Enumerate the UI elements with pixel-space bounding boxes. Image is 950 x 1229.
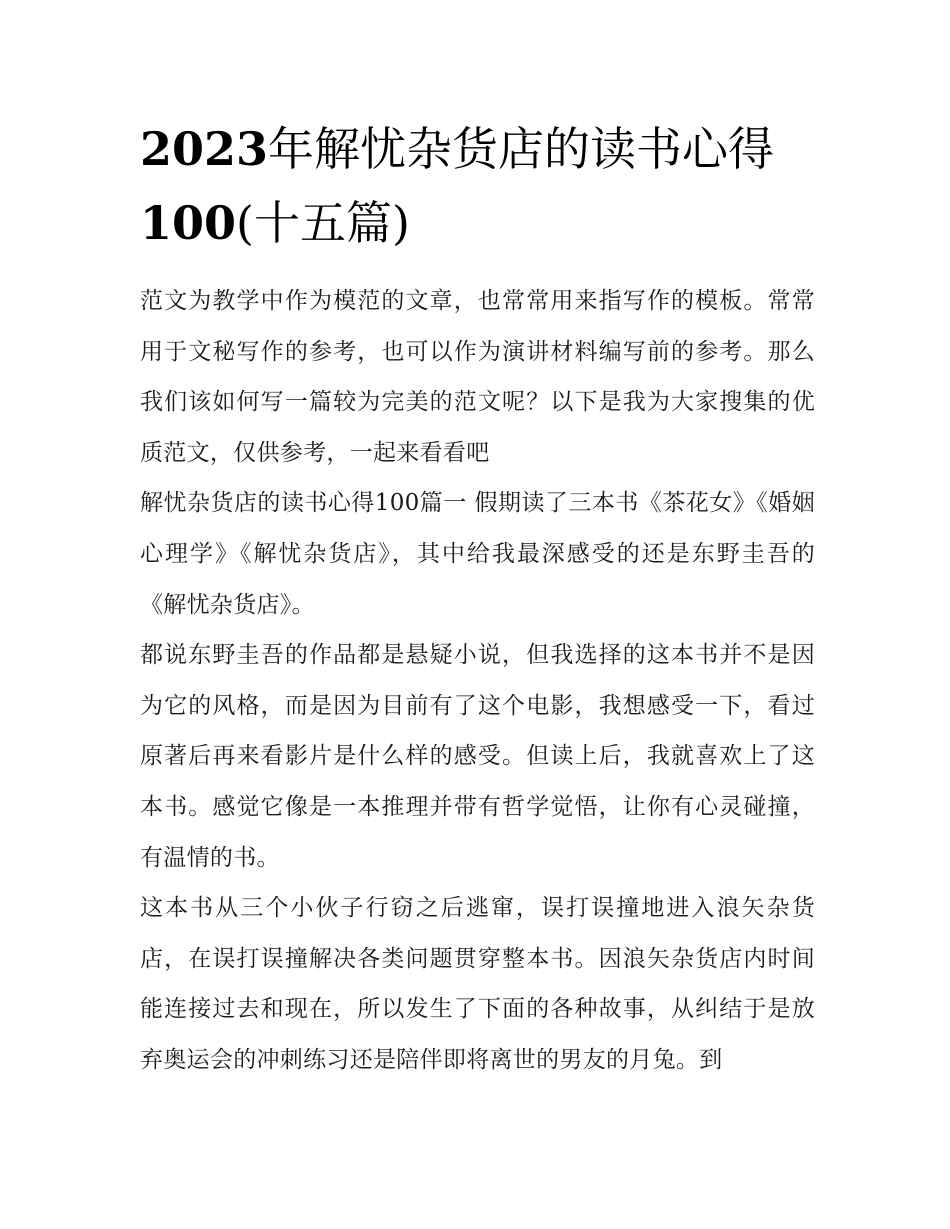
title-text-line1: 年解忧杂货店的读书心得 xyxy=(268,122,775,176)
title-year: 2023 xyxy=(140,122,269,176)
document-body xyxy=(140,276,815,1086)
paragraph-1: 解忧杂货店的读书心得100篇一 假期读了三本书《茶花女》《婚姻心理学》《解忧杂货店》，其中给我最深感受的还是东野圭吾的《解忧杂货店》。 xyxy=(140,490,815,618)
title-number: 100 xyxy=(140,196,237,250)
document-title xyxy=(140,112,820,260)
paragraph-intro: 范文为教学中作为模范的文章，也常常用来指写作的模板。常常用于文秘写作的参考，也可以作为演讲材料编写前的参考。那么我们该如何写一篇较为完美的范文呢？以下是我为大家搜集的优质范文，仅供参考，一起来看看吧 xyxy=(140,288,815,466)
title-text-line2: (十五篇) xyxy=(236,196,410,250)
paragraph-3: 这本书从三个小伙子行窃之后逃窜，误打误撞地进入浪矢杂货店，在误打误撞解决各类问题贯穿整本书。因浪矢杂货店内时间能连接过去和现在，所以发生了下面的各种故事，从纠结于是放弃奥运会的冲刺练习还是陪伴即将离世的男友的月兔。到 xyxy=(140,895,815,1073)
paragraph-2: 都说东野圭吾的作品都是悬疑小说，但我选择的这本书并不是因为它的风格，而是因为目前有了这个电影，我想感受一下，看过原著后再来看影片是什么样的感受。但读上后，我就喜欢上了这本书。感觉它像是一本推理并带有哲学觉悟，让你有心灵碰撞，有温情的书。 xyxy=(140,642,815,871)
